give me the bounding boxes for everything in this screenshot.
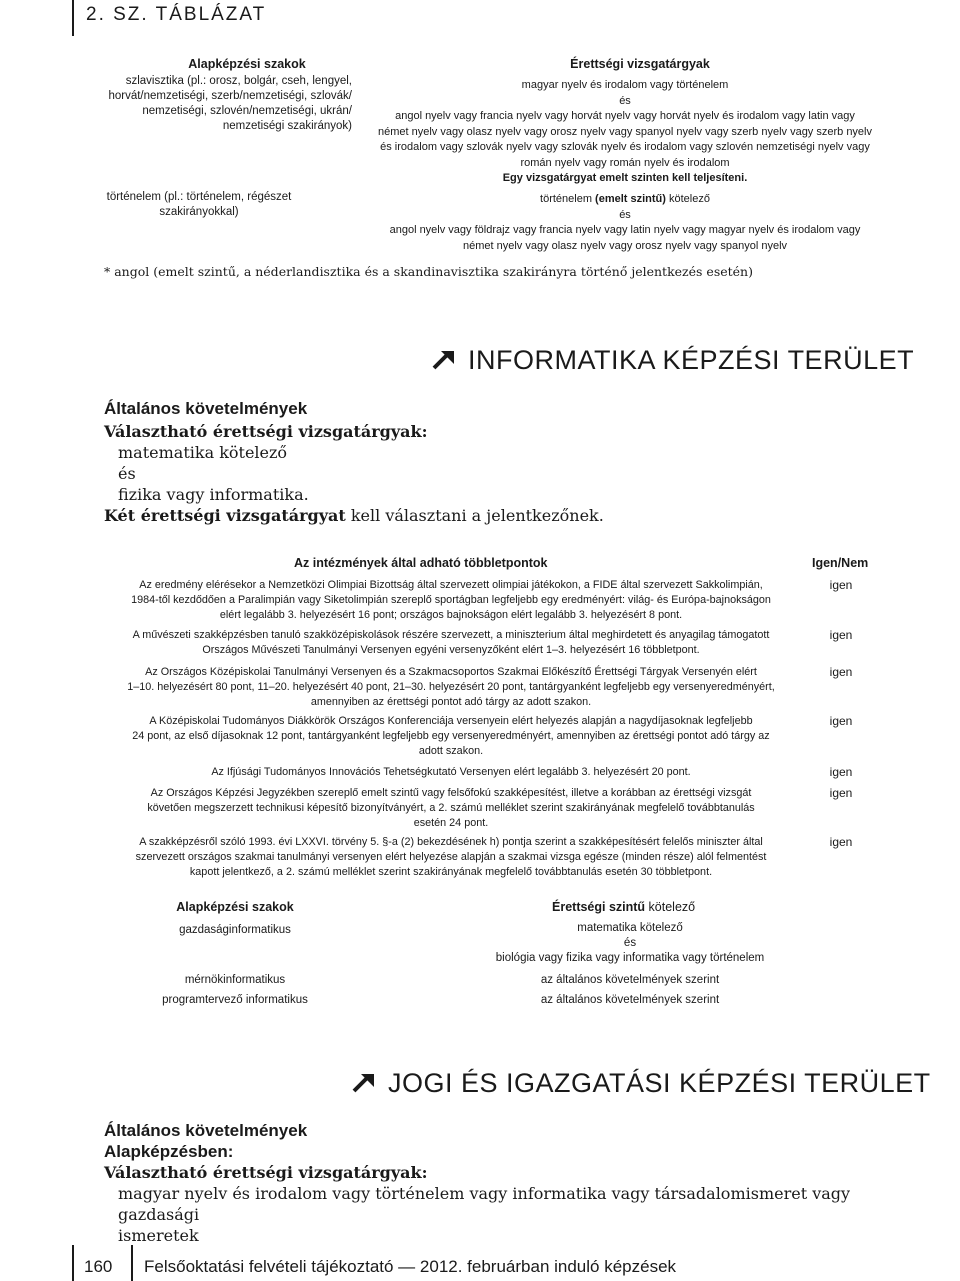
row1-left-line: nemzetiségi, szlovén/nemzetiségi, ukrán/ bbox=[142, 105, 352, 117]
exam-heading: Választható érettségi vizsgatárgyak: bbox=[104, 422, 428, 441]
req-note-rest: kell választani a jelentkezőnek. bbox=[345, 506, 604, 525]
extra-points-value: igen bbox=[829, 835, 853, 849]
row2-right-first bbox=[360, 192, 890, 208]
extra-points-value: igen bbox=[829, 714, 853, 728]
informatika-section-title bbox=[432, 345, 914, 376]
row2-right-c: kötelező bbox=[665, 193, 710, 205]
row1-right-line: és bbox=[619, 94, 631, 107]
ep-line: 24 pont, az első díjasoknak 12 pont, tantárgyanként legfeljebb egy versenyeredményért, amennyiben az érettségi pontot adó tárgy az bbox=[132, 730, 770, 742]
arrow-icon bbox=[432, 348, 458, 370]
extra-points-row bbox=[92, 765, 810, 780]
ep-line: A Középiskolai Tudományos Diákkörök Országos Konferenciája versenyein elért helyezés alapján a nagydíjasoknak legfeljebb bbox=[149, 715, 753, 727]
extra-points-row bbox=[92, 578, 810, 623]
row1-right-line: német nyelv vagy olasz nyelv vagy orosz nyelv vagy spanyol nyelv vagy szerb nyelv vagy szerb nyelv bbox=[377, 125, 872, 138]
row1-right-line: és irodalom vagy szlovák nyelv vagy szlovák nyelv és irodalom vagy szlovén nemzetiségi nyelv vagy bbox=[380, 141, 870, 153]
table1-row2-left bbox=[90, 190, 308, 220]
table2-right-header-bold: Érettségi szintű bbox=[552, 900, 646, 914]
ep-line: Az Ifjúsági Tudományos Innovációs Tehetségkutató Versenyen elért legalább 3. helyezésért 20 pont. bbox=[211, 766, 691, 778]
extra-points-value: igen bbox=[829, 578, 853, 592]
table1-right-header: Érettségi vizsgatárgyak bbox=[570, 57, 710, 71]
req-line: és bbox=[118, 464, 136, 483]
row1-right-note: Egy vizsgatárgyat emelt szinten kell teljesíteni. bbox=[502, 172, 748, 184]
jogi-requirements bbox=[104, 1120, 924, 1246]
ep-line: A művészeti szakképzésben tanuló szakközépiskolások részére szervezett, a miniszterium által meghirdetett és anyagilag támogatott bbox=[132, 629, 770, 641]
extra-points-row bbox=[92, 665, 810, 710]
ep-line: Az Országos Képzési Jegyzékben szereplő emelt szintű vagy felsőfokú szakképesítést, illetve a korábban az érettségi vizsgát bbox=[150, 787, 752, 799]
table2-row-right bbox=[470, 921, 790, 966]
jogi-section-title bbox=[352, 1068, 931, 1099]
ep-line: elért legalább 3. helyezésért 16 pont; országos bajnokságon elért legalább 3. helyezésért 8 pont. bbox=[219, 609, 683, 621]
ep-line: A szakképzésről szóló 1993. évi LXXVI. törvény 5. §-a (2) bekezdésének h) pontja szerint a szakképesítésért felelős miniszter által bbox=[139, 836, 763, 848]
ep-line: Országos Művészeti Tanulmányi Versenyen egyéni versenyzőként elért 1–3. helyezésért 16 többletpont. bbox=[202, 644, 700, 656]
row1-left-line: horvát/nemzetiségi, szerb/nemzetiségi, szlovák/ bbox=[108, 90, 352, 102]
ep-line: amennyiben az érettségi pontot adó tárgy az adott szakon. bbox=[310, 696, 592, 708]
extra-points-header: Az intézmények által adható többletpontok bbox=[294, 556, 548, 570]
req-line: magyar nyelv és irodalom vagy történelem vagy informatika vagy társadalomismeret vagy gazdasági bbox=[118, 1184, 851, 1224]
row2-right-a: történelem bbox=[540, 193, 596, 205]
table2-row-left: mérnökinformatikus bbox=[184, 974, 286, 986]
row2-left-line: történelem (pl.: történelem, régészet bbox=[106, 191, 292, 203]
exam-heading: Választható érettségi vizsgatárgyak: bbox=[104, 1163, 428, 1182]
row2-right-line: német nyelv vagy olasz nyelv vagy orosz nyelv vagy spanyol nyelv bbox=[462, 239, 788, 252]
table2-left-header: Alapképzési szakok bbox=[176, 900, 294, 914]
informatika-requirements bbox=[104, 398, 704, 526]
t2-line: biológia vagy fizika vagy informatika vagy történelem bbox=[495, 952, 765, 964]
row2-right-b: (emelt szintű) bbox=[595, 193, 666, 205]
sub-heading: Alapképzésben: bbox=[104, 1142, 234, 1161]
ep-line: kapott jelentkező, a 2. számú melléklet szerint szakirányának megfelelő továbbtanulás esetén 30 többletpont. bbox=[189, 866, 713, 878]
ep-line: 1–10. helyezésért 80 pont, 11–20. helyezésért 40 pont, 21–30. helyezésért 20 pont, tantárgyanként legfeljebb egy versenyeredményért, bbox=[127, 681, 775, 693]
table2-right-header-rest: kötelező bbox=[645, 900, 696, 914]
req-line: matematika kötelező bbox=[118, 443, 288, 462]
req-heading: Általános követelmények bbox=[104, 399, 308, 418]
extra-points-value: igen bbox=[829, 786, 853, 800]
row1-right-line: román nyelv vagy román nyelv és irodalom bbox=[520, 156, 730, 169]
row2-right-line: és bbox=[619, 208, 631, 221]
table1-footnote: * angol (emelt szintű, a néderlandisztika és a skandinavisztika szakirányra történő jelentkezés esetén) bbox=[104, 264, 753, 279]
informatika-title-text: INFORMATIKA KÉPZÉSI TERÜLET bbox=[468, 345, 915, 375]
ep-line: adott szakon. bbox=[418, 745, 484, 757]
extra-points-row bbox=[92, 714, 810, 759]
extra-points-value: igen bbox=[829, 628, 853, 642]
req-note-bold: Két érettségi vizsgatárgyat bbox=[104, 506, 346, 525]
ep-line: szervezett országos szakmai tanulmányi versenyen elért helyezése alapján a szakmai vizsga egésze (minden része) alól felmentést bbox=[135, 851, 767, 863]
table2-row-right: az általános követelmények szerint bbox=[540, 994, 720, 1006]
req-line: ismeretek bbox=[118, 1226, 199, 1245]
row2-left-line: szakirányokkal) bbox=[159, 206, 239, 218]
row1-right-line: magyar nyelv és irodalom vagy történelem bbox=[521, 79, 729, 91]
req-note bbox=[104, 505, 704, 526]
footer-rule bbox=[72, 1245, 74, 1281]
table2-right-header bbox=[552, 900, 695, 914]
t2-line: és bbox=[623, 937, 637, 949]
footer-text: Felsőoktatási felvételi tájékoztató — 2012. februárban induló képzések bbox=[144, 1257, 677, 1276]
row2-right-line: angol nyelv vagy földrajz vagy francia nyelv vagy latin nyelv vagy magyar nyelv és irodalom vagy bbox=[389, 224, 861, 236]
req-line: fizika vagy informatika. bbox=[118, 485, 309, 504]
arrow-icon bbox=[352, 1071, 378, 1093]
row1-right-line: angol nyelv vagy francia nyelv vagy horvát nyelv vagy horvát nyelv és irodalom vagy latin vagy bbox=[395, 110, 855, 122]
table2-row-left: gazdaságinformatikus bbox=[179, 924, 291, 936]
ep-line: esetén 24 pont. bbox=[413, 817, 489, 829]
t2-line: matematika kötelező bbox=[577, 922, 683, 934]
extra-points-value: igen bbox=[829, 765, 853, 779]
req-heading: Általános követelmények bbox=[104, 1121, 308, 1140]
extra-points-header-value: Igen/Nem bbox=[812, 556, 869, 570]
table1-row1-left bbox=[90, 74, 352, 134]
page-header-title: 2. SZ. TÁBLÁZAT bbox=[86, 4, 267, 25]
extra-points-row bbox=[92, 628, 810, 658]
header-rule bbox=[72, 0, 74, 36]
table1-left-header: Alapképzési szakok bbox=[188, 57, 306, 71]
extra-points-value: igen bbox=[829, 665, 853, 679]
extra-points-row bbox=[92, 786, 810, 831]
ep-line: Az eredmény elérésekor a Nemzetközi Olimpiai Bizottság által szervezett olimpiai játékokon, a FIDE által szervezett Sakkolimpián, bbox=[139, 579, 763, 591]
ep-line: Az Országos Középiskolai Tanulmányi Versenyen és a Szakmacsoportos Szakmai Előkészítő Érettségi Tárgyak Versenyén elért bbox=[145, 666, 757, 678]
page-number: 160 bbox=[84, 1257, 113, 1276]
jogi-title-text: JOGI ÉS IGAZGATÁSI KÉPZÉSI TERÜLET bbox=[388, 1068, 931, 1098]
footer-rule bbox=[131, 1245, 133, 1281]
table1-row1-right bbox=[360, 78, 890, 187]
table2-row-right: az általános követelmények szerint bbox=[540, 974, 720, 986]
ep-line: 1984-től kezdődően a Paralimpián vagy Siketolimpián szereplő sportágban legfeljebb egy eredményért: világ- és Európa-bajnokságon bbox=[131, 594, 771, 606]
row1-left-line: szlavisztika (pl.: orosz, bolgár, cseh, lengyel, bbox=[125, 75, 352, 87]
row1-left-line: nemzetiségi szakirányok) bbox=[222, 120, 352, 132]
table2-row-left: programtervező informatikus bbox=[162, 994, 308, 1006]
extra-points-row bbox=[92, 835, 810, 880]
table1-row2-right bbox=[360, 192, 890, 254]
ep-line: követően megszerzett technikusi képesítő bizonyítványért, a 2. számú melléklet szerint szakirányának megfelelő továbbtanulás bbox=[147, 802, 755, 814]
